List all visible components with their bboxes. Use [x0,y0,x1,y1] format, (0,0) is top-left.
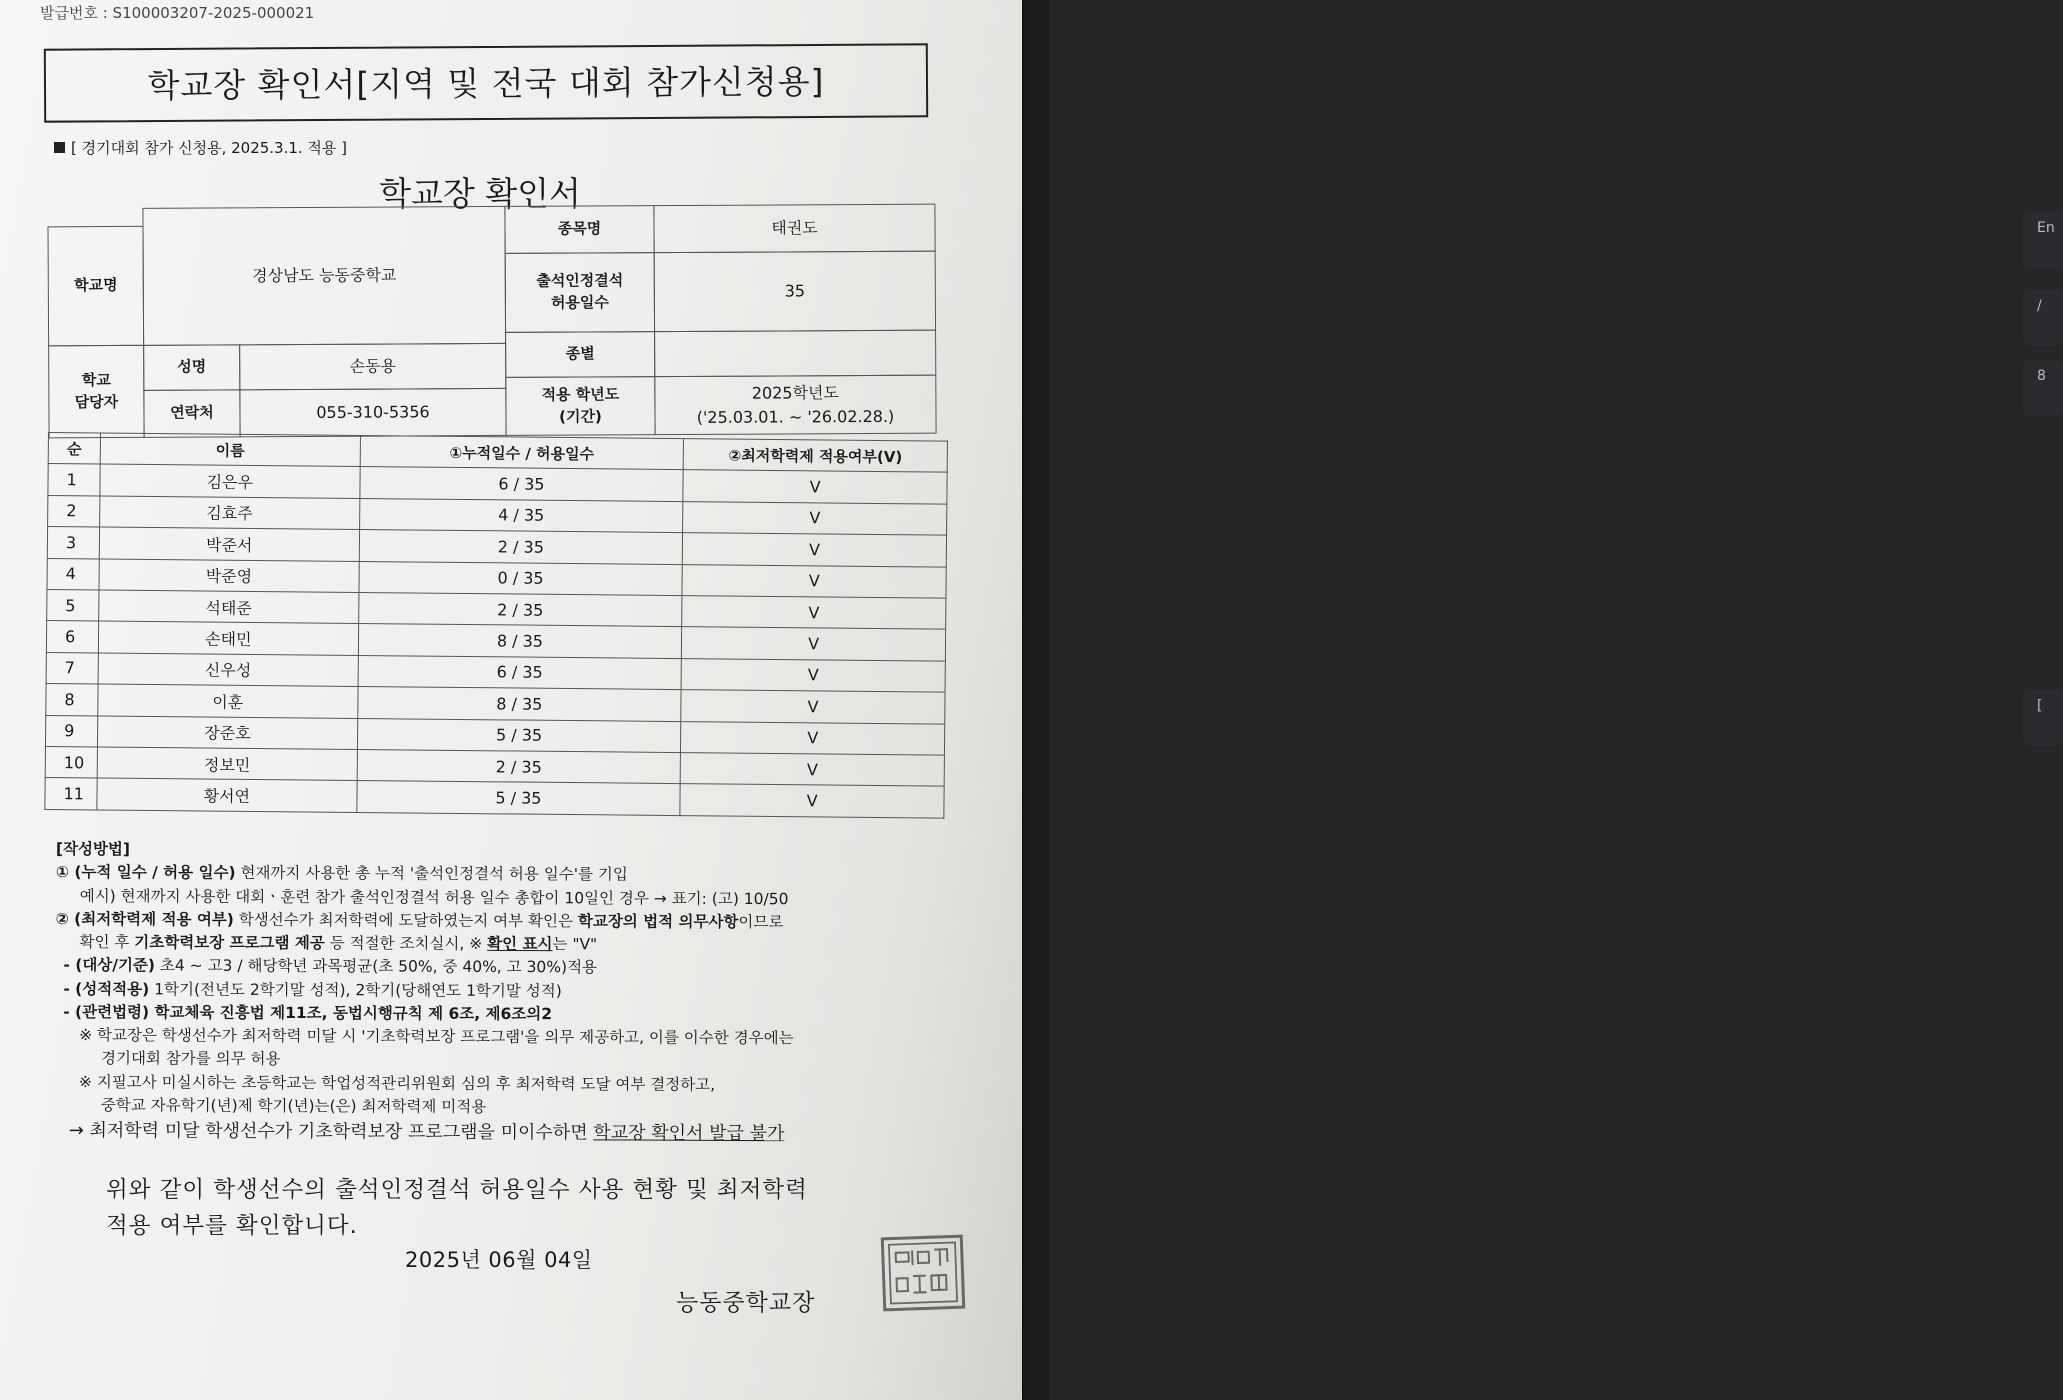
contact-label: 연락처 [143,389,240,438]
confirmation-statement: 위와 같이 학생선수의 출석인정결석 허용일수 사용 현황 및 최저학력 적용 여부를 확인합니다. [106,1177,808,1239]
apply-year-value: 2025학년도 ('25.03.01. ~ '26.02.28.) [654,375,936,435]
official-seal-icon [881,1235,966,1312]
student-name: 석태준 [99,590,359,624]
row-no: 2 [48,495,100,527]
issue-date: 2025년 06월 04일 [405,1248,593,1272]
days-used: 2 / 35 [359,530,683,564]
student-name: 신우성 [98,653,358,687]
type-label: 종별 [505,331,655,378]
school-info-table [47,204,936,439]
min-academic-check: V [681,658,945,692]
days-used: 2 / 35 [357,749,681,783]
student-name: 장준호 [97,716,357,750]
min-academic-check: V [683,501,947,535]
issue-number: 발급번호 : S100003207-2025-000021 [40,4,315,22]
row-no: 10 [45,746,97,778]
square-bullet-icon [54,142,65,153]
document-page [0,0,1022,1400]
school-name-label: 학교명 [47,226,144,347]
min-academic-check: V [681,721,945,755]
type-value [654,330,936,377]
days-used: 8 / 35 [358,624,682,658]
arrow-note: → 최저학력 미달 학생선수가 기초학력보장 프로그램을 미이수하면 학교장 확인서 발급 불가 [68,1120,785,1145]
principal-signature-name: 능동중학교장 [676,1290,816,1316]
remark-1-cont: 경기대회 참가를 의무 허용 [100,1049,281,1069]
note-2: ② (최저학력제 적용 여부) 학생선수가 최저학력에 도달하였는지 여부 확인은 학교장의 법적 의무사항이므로 [55,909,784,931]
row-no: 4 [47,558,99,590]
row-no: 1 [48,464,100,496]
row-no: 8 [46,684,98,716]
days-used: 5 / 35 [357,781,681,815]
col-header-no: 순 [48,433,100,465]
note-1: ① (누적 일수 / 허용 일수) 현재까지 사용한 총 누적 '출석인정결석 허용 일수'를 기입 [55,863,628,884]
manager-label: 학교 담당자 [48,345,144,439]
student-name: 손태민 [98,621,358,655]
col-header-name: 이름 [100,433,360,467]
min-academic-check: V [682,564,946,598]
row-no: 5 [47,589,99,621]
manager-name-label: 성명 [143,344,240,391]
contact-value: 055-310-5356 [239,388,506,437]
row-no: 9 [45,715,97,747]
days-used: 4 / 35 [359,498,683,532]
remark-1: ※ 학교장은 학생선수가 최저학력 미달 시 '기초학력보장 프로그램'을 의무 제공하고, 이를 이수한 경우에는 [79,1026,794,1048]
days-used: 6 / 35 [360,467,684,501]
student-name: 박준영 [99,559,359,593]
min-academic-check: V [683,533,947,567]
min-academic-check: V [680,784,944,818]
section-label: [ 경기대회 참가 신청용, 2025.3.1. 적용 ] [54,137,347,158]
main-title: 학교장 확인서[지역 및 전국 대회 참가신청용] [147,61,825,106]
row-no: 7 [46,652,98,684]
instructions-heading: [작성방법] [55,840,131,859]
remark-2-cont: 중학교 자유학기(년)제 학기(년)는(은) 최저학력제 미적용 [100,1095,487,1116]
student-name: 김효주 [100,496,360,530]
note-1-example: 예시) 현재까지 사용한 대회ㆍ훈련 참가 출석인정결석 허용 일수 총합이 10일인 경우 → 표기: (고) 10/50 [79,886,789,908]
student-name: 황서연 [97,778,357,812]
student-name: 김은우 [100,464,360,498]
student-name: 정보민 [97,747,357,781]
keyboard-key: [ [2023,690,2063,746]
days-used: 5 / 35 [357,718,681,752]
min-academic-check: V [683,470,947,504]
detail-grades: - (성적적용) 1학기(전년도 2학기말 성적), 2학기(당해연도 1학기말 성적) [63,979,562,1000]
days-used: 8 / 35 [357,687,681,721]
days-used: 6 / 35 [358,655,682,689]
student-name: 박준서 [99,527,359,561]
detail-laws: - (관련법령) 학교체육 진흥법 제11조, 동법시행규칙 제 6조, 제6조의2 [63,1002,553,1023]
days-used: 2 / 35 [358,592,682,626]
row-no: 6 [46,621,98,653]
event-label: 종목명 [504,205,654,254]
col-header-check: ②최저학력제 적용여부(V) [683,439,947,473]
document-title: 학교장 확인서 [379,174,581,213]
manager-name-value: 손동용 [239,343,506,390]
keyboard-key: 8 [2023,360,2063,416]
main-title-box [44,43,928,122]
detail-target: - (대상/기준) 초4 ~ 고3 / 해당학년 과목평균(초 50%, 중 40%, 고 30%)적용 [63,956,598,977]
allowed-days-label: 출석인정결석 허용일수 [505,252,655,333]
min-academic-check: V [680,752,944,786]
remark-2: ※ 지필고사 미실시하는 초등학교는 학업성적관리위원회 심의 후 최저학력 도달 여부 결정하고, [78,1072,716,1094]
allowed-days-value: 35 [654,251,936,332]
keyboard-key: / [2023,290,2063,346]
days-used: 0 / 35 [359,561,683,595]
col-header-days: ①누적일수 / 허용일수 [360,435,684,469]
min-academic-check: V [681,690,945,724]
instructions-section [55,838,956,1148]
note-2-cont: 확인 후 기초학력보장 프로그램 제공 등 적절한 조치실시, ※ 확인 표시는 "V" [79,933,598,954]
keyboard-key: En [2023,212,2063,268]
apply-year-label: 적용 학년도 (기간) [505,376,655,436]
school-name-value: 경상남도 능동중학교 [142,206,506,346]
student-roster-table [44,432,948,818]
min-academic-check: V [682,596,946,630]
row-no: 3 [47,527,99,559]
student-name: 이훈 [98,684,358,718]
min-academic-check: V [682,627,946,661]
event-value: 태권도 [653,204,935,253]
row-no: 11 [45,778,97,810]
